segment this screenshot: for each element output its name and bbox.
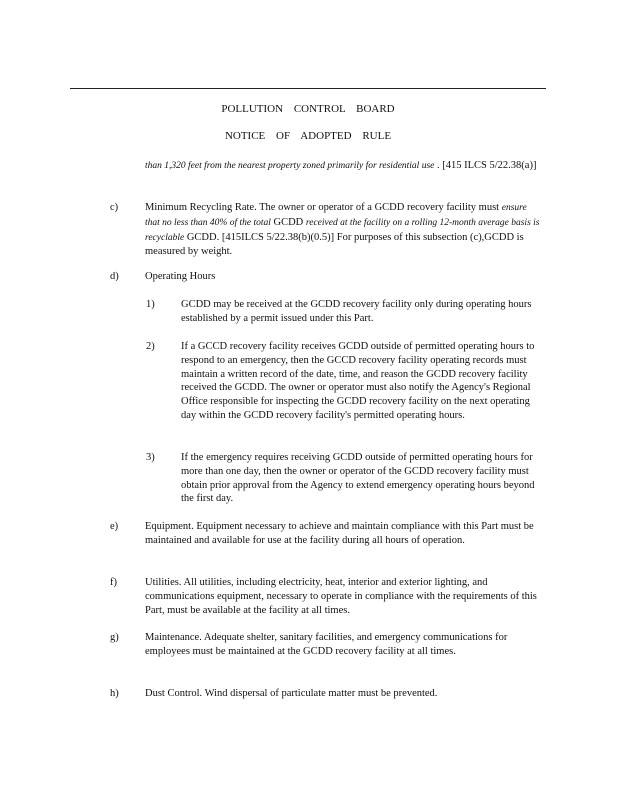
continuation-italic: than 1,320 feet from the nearest property zoned primarily for residential use (145, 161, 435, 171)
section-d-title: Operating Hours (145, 271, 216, 282)
section-c-text-2: GCDD (273, 216, 304, 228)
section-c-text-1: The owner or operator of a GCDD recovery facility must (259, 202, 500, 213)
continuation-paragraph (145, 159, 540, 174)
item-2-label: 2) (146, 341, 155, 352)
section-h-label: h) (110, 688, 119, 699)
item-2-text: If a GCCD recovery facility receives GCDD outside of permitted operating hours to respond to an emergency, then the GCCD recovery facility operating records must maintain a written record of the date, time, and reason the GCDD recovery facility received the GCDD. The owner or operator must also notify the Agency's Regional Office responsible for inspecting the GCDD recovery facility on the next operating day within the GCDD recovery facility's permitted operating hours. (181, 341, 535, 421)
section-f-text: Utilities. All utilities, including electricity, heat, interior and exterior lighting, and communications equipment, necessary to operate in compliance with the requirements of this Part, must be available at the facility at all times. (145, 577, 537, 616)
section-c-italic-1: ensure that no less than 40% of the total (145, 203, 527, 228)
section-h-text: Dust Control. Wind dispersal of particulate matter must be prevented. (145, 688, 438, 699)
section-c-paragraph (145, 201, 540, 259)
item-3-label: 3) (146, 452, 155, 463)
item-3-text: If the emergency requires receiving GCDD outside of permitted operating hours for more than one day, then the owner or operator of the GCDD recovery facility must obtain prior approval from the Agency to extend emergency operating hours beyond the first day. (181, 452, 535, 505)
section-c-title: Minimum Recycling Rate. (145, 202, 257, 213)
section-g-text: Maintenance. Adequate shelter, sanitary facilities, and emergency communications for employees must be maintained at the GCDD recovery facility at all times. (145, 632, 508, 657)
section-e-text: Equipment. Equipment necessary to achieve and maintain compliance with this Part must be maintained and available for use at the facility during all hours of operation. (145, 521, 534, 546)
section-c-label: c) (110, 202, 119, 213)
section-c-italic-2: received at the facility on a rolling 12-month average basis is recyclable (145, 217, 540, 243)
item-1-text: GCDD may be received at the GCDD recovery facility only during operating hours established by a permit issued under this Part. (181, 299, 532, 324)
section-f-label: f) (110, 577, 117, 588)
item-1-label: 1) (146, 299, 155, 310)
continuation-cite: . [415 ILCS 5/22.38(a)] (437, 160, 537, 171)
section-c-text-3: GCDD. [415ILCS 5/22.38(b)(0.5)] For purposes of this subsection (c),GCDD is measured by weight. (145, 231, 524, 258)
agency-title: POLLUTION CONTROL BOARD (221, 103, 395, 115)
section-e-label: e) (110, 521, 119, 532)
header-rule (70, 88, 546, 89)
section-g-label: g) (110, 632, 119, 643)
section-d-label: d) (110, 271, 119, 282)
notice-title: NOTICE OF ADOPTED RULE (224, 130, 392, 142)
